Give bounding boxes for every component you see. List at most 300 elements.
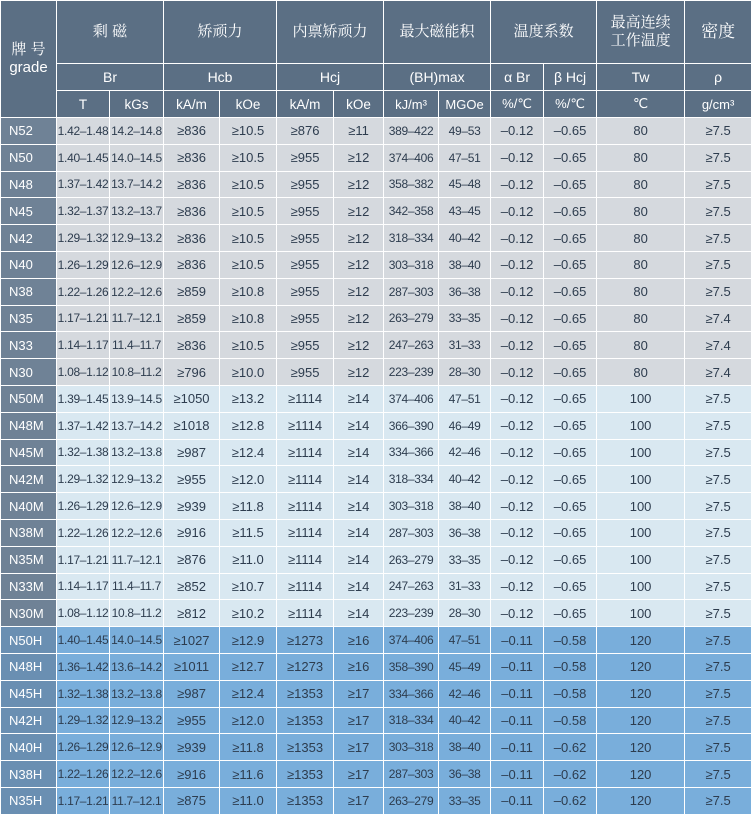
- grade-cell: N35H: [1, 787, 57, 814]
- max-temp-cell: 80: [597, 171, 685, 198]
- hcj-koe-cell: ≥12: [334, 198, 384, 225]
- hcj-kam-cell: ≥1273: [277, 627, 334, 654]
- grade-column-header: [1, 1, 57, 118]
- hcb-koe-cell: ≥12.4: [220, 439, 277, 466]
- hcb-koe-cell: ≥11.8: [220, 734, 277, 761]
- bhmax-kjm3-cell: 389–422: [384, 118, 439, 145]
- max-temp-cell: 120: [597, 787, 685, 814]
- br-kgs-cell: 10.8–11.2: [110, 600, 164, 627]
- hcb-koe-cell: ≥10.8: [220, 278, 277, 305]
- bhmax-mgoe-cell: 49–53: [439, 118, 491, 145]
- hcb-kam-cell: ≥836: [164, 198, 220, 225]
- table-row: [1, 305, 751, 332]
- max-temp-cell: 100: [597, 412, 685, 439]
- bhmax-kjm3-cell: 303–318: [384, 251, 439, 278]
- alpha-br-cell: –0.12: [491, 251, 544, 278]
- max-temp-cell: 120: [597, 680, 685, 707]
- br-tesla-cell: 1.29–1.32: [57, 707, 110, 734]
- bhmax-kjm3-cell: 223–239: [384, 600, 439, 627]
- max-working-temp-line2: 工作温度: [610, 32, 671, 49]
- bhmax-mgoe-cell: 47–51: [439, 627, 491, 654]
- br-tesla-cell: 1.26–1.29: [57, 493, 110, 520]
- hcj-kam-cell: ≥1114: [277, 573, 334, 600]
- max-temp-cell: 80: [597, 198, 685, 225]
- density-group-header: 密度: [685, 1, 751, 64]
- br-kgs-cell: 12.9–13.2: [110, 466, 164, 493]
- bhmax-mgoe-cell: 43–45: [439, 198, 491, 225]
- hcj-koe-cell: ≥12: [334, 225, 384, 252]
- hcj-kam-cell: ≥1353: [277, 761, 334, 788]
- hcj-kam-cell: ≥955: [277, 332, 334, 359]
- alpha-br-cell: –0.12: [491, 546, 544, 573]
- table-row: [1, 144, 751, 171]
- bhmax-kjm3-cell: 223–239: [384, 359, 439, 386]
- unit-header: %/℃: [491, 91, 544, 118]
- grade-cell: N45H: [1, 680, 57, 707]
- br-kgs-cell: 11.7–12.1: [110, 305, 164, 332]
- table-row: [1, 198, 751, 225]
- unit-header: kA/m: [164, 91, 220, 118]
- density-symbol-header: ρ: [685, 64, 751, 91]
- br-kgs-cell: 11.4–11.7: [110, 332, 164, 359]
- density-cell: ≥7.5: [685, 546, 751, 573]
- hcb-koe-cell: ≥12.8: [220, 412, 277, 439]
- br-kgs-cell: 12.2–12.6: [110, 278, 164, 305]
- table-row: [1, 466, 751, 493]
- br-kgs-cell: 14.2–14.8: [110, 118, 164, 145]
- br-kgs-cell: 12.9–13.2: [110, 707, 164, 734]
- br-kgs-cell: 13.9–14.5: [110, 385, 164, 412]
- bhmax-mgoe-cell: 40–42: [439, 466, 491, 493]
- bhmax-mgoe-cell: 40–42: [439, 225, 491, 252]
- br-tesla-cell: 1.17–1.21: [57, 546, 110, 573]
- br-kgs-cell: 12.2–12.6: [110, 761, 164, 788]
- table-row: [1, 278, 751, 305]
- beta-hcj-cell: –0.58: [544, 707, 597, 734]
- density-cell: ≥7.5: [685, 734, 751, 761]
- bhmax-kjm3-cell: 334–366: [384, 439, 439, 466]
- hcb-kam-cell: ≥916: [164, 761, 220, 788]
- max-working-temp-header: [597, 1, 685, 64]
- hcj-symbol-header: Hcj: [277, 64, 384, 91]
- br-kgs-cell: 10.8–11.2: [110, 359, 164, 386]
- hcb-kam-cell: ≥836: [164, 225, 220, 252]
- max-temp-cell: 100: [597, 439, 685, 466]
- hcb-kam-cell: ≥987: [164, 680, 220, 707]
- br-tesla-cell: 1.22–1.26: [57, 278, 110, 305]
- bhmax-mgoe-cell: 42–46: [439, 439, 491, 466]
- alpha-br-cell: –0.12: [491, 278, 544, 305]
- table-row: [1, 225, 751, 252]
- density-cell: ≥7.4: [685, 305, 751, 332]
- bhmax-mgoe-cell: 31–33: [439, 573, 491, 600]
- max-temp-cell: 100: [597, 600, 685, 627]
- max-temp-cell: 80: [597, 278, 685, 305]
- table-row: [1, 680, 751, 707]
- grade-cell: N30M: [1, 600, 57, 627]
- hcj-koe-cell: ≥12: [334, 332, 384, 359]
- bhmax-mgoe-cell: 33–35: [439, 546, 491, 573]
- br-tesla-cell: 1.17–1.21: [57, 787, 110, 814]
- density-cell: ≥7.5: [685, 251, 751, 278]
- hcb-koe-cell: ≥12.0: [220, 707, 277, 734]
- alpha-br-cell: –0.11: [491, 761, 544, 788]
- beta-hcj-cell: –0.65: [544, 519, 597, 546]
- grade-cell: N30: [1, 359, 57, 386]
- beta-hcj-symbol-header: β Hcj: [544, 64, 597, 91]
- hcb-kam-cell: ≥1050: [164, 385, 220, 412]
- grade-cell: N42: [1, 225, 57, 252]
- density-cell: ≥7.5: [685, 573, 751, 600]
- br-tesla-cell: 1.32–1.38: [57, 680, 110, 707]
- intrinsic-coercivity-group-header: 内禀矫顽力: [277, 1, 384, 64]
- table-row: [1, 573, 751, 600]
- hcj-kam-cell: ≥1114: [277, 493, 334, 520]
- bhmax-kjm3-cell: 247–263: [384, 573, 439, 600]
- bhmax-kjm3-cell: 247–263: [384, 332, 439, 359]
- hcj-kam-cell: ≥955: [277, 144, 334, 171]
- hcj-kam-cell: ≥955: [277, 171, 334, 198]
- beta-hcj-cell: –0.62: [544, 734, 597, 761]
- hcj-kam-cell: ≥1114: [277, 546, 334, 573]
- br-kgs-cell: 13.7–14.2: [110, 412, 164, 439]
- hcb-koe-cell: ≥10.5: [220, 198, 277, 225]
- alpha-br-cell: –0.11: [491, 734, 544, 761]
- grade-cell: N38H: [1, 761, 57, 788]
- density-cell: ≥7.5: [685, 680, 751, 707]
- hcj-kam-cell: ≥1353: [277, 787, 334, 814]
- hcb-koe-cell: ≥12.7: [220, 653, 277, 680]
- beta-hcj-cell: –0.62: [544, 761, 597, 788]
- unit-header: ℃: [597, 91, 685, 118]
- alpha-br-cell: –0.12: [491, 305, 544, 332]
- br-kgs-cell: 13.2–13.8: [110, 439, 164, 466]
- max-temp-cell: 80: [597, 305, 685, 332]
- hcb-koe-cell: ≥13.2: [220, 385, 277, 412]
- br-kgs-cell: 13.6–14.2: [110, 653, 164, 680]
- hcb-kam-cell: ≥859: [164, 305, 220, 332]
- alpha-br-cell: –0.12: [491, 144, 544, 171]
- hcj-koe-cell: ≥17: [334, 734, 384, 761]
- hcb-koe-cell: ≥12.0: [220, 466, 277, 493]
- bhmax-mgoe-cell: 46–49: [439, 412, 491, 439]
- br-kgs-cell: 13.2–13.8: [110, 680, 164, 707]
- grade-cell: N48H: [1, 653, 57, 680]
- br-tesla-cell: 1.08–1.12: [57, 600, 110, 627]
- grade-cell: N50M: [1, 385, 57, 412]
- beta-hcj-cell: –0.65: [544, 332, 597, 359]
- beta-hcj-cell: –0.58: [544, 627, 597, 654]
- hcj-koe-cell: ≥16: [334, 627, 384, 654]
- br-tesla-cell: 1.42–1.48: [57, 118, 110, 145]
- br-tesla-cell: 1.37–1.42: [57, 171, 110, 198]
- bhmax-kjm3-cell: 287–303: [384, 278, 439, 305]
- table-row: [1, 493, 751, 520]
- alpha-br-cell: –0.11: [491, 707, 544, 734]
- hcb-koe-cell: ≥10.5: [220, 144, 277, 171]
- hcb-koe-cell: ≥10.5: [220, 171, 277, 198]
- unit-header: kOe: [334, 91, 384, 118]
- bhmax-mgoe-cell: 28–30: [439, 359, 491, 386]
- br-tesla-cell: 1.14–1.17: [57, 332, 110, 359]
- hcj-kam-cell: ≥1114: [277, 466, 334, 493]
- hcb-koe-cell: ≥10.0: [220, 359, 277, 386]
- beta-hcj-cell: –0.62: [544, 787, 597, 814]
- unit-header: kOe: [220, 91, 277, 118]
- beta-hcj-cell: –0.65: [544, 251, 597, 278]
- hcj-kam-cell: ≥1353: [277, 680, 334, 707]
- grade-cell: N35: [1, 305, 57, 332]
- hcb-koe-cell: ≥10.5: [220, 118, 277, 145]
- bhmax-kjm3-cell: 303–318: [384, 734, 439, 761]
- hcj-kam-cell: ≥1114: [277, 519, 334, 546]
- bhmax-mgoe-cell: 33–35: [439, 787, 491, 814]
- hcj-koe-cell: ≥12: [334, 171, 384, 198]
- beta-hcj-cell: –0.65: [544, 171, 597, 198]
- alpha-br-cell: –0.12: [491, 493, 544, 520]
- coercivity-group-header: 矫顽力: [164, 1, 277, 64]
- hcj-koe-cell: ≥14: [334, 573, 384, 600]
- hcj-koe-cell: ≥14: [334, 519, 384, 546]
- hcb-kam-cell: ≥852: [164, 573, 220, 600]
- grade-cell: N50H: [1, 627, 57, 654]
- bhmax-kjm3-cell: 358–382: [384, 171, 439, 198]
- hcj-kam-cell: ≥955: [277, 305, 334, 332]
- hcj-koe-cell: ≥14: [334, 412, 384, 439]
- hcb-koe-cell: ≥10.5: [220, 225, 277, 252]
- bhmax-kjm3-cell: 263–279: [384, 787, 439, 814]
- br-tesla-cell: 1.22–1.26: [57, 761, 110, 788]
- br-kgs-cell: 12.6–12.9: [110, 251, 164, 278]
- hcj-koe-cell: ≥14: [334, 439, 384, 466]
- max-temp-cell: 100: [597, 493, 685, 520]
- table-row: [1, 171, 751, 198]
- hcb-kam-cell: ≥836: [164, 171, 220, 198]
- br-kgs-cell: 11.7–12.1: [110, 546, 164, 573]
- br-symbol-header: Br: [57, 64, 164, 91]
- br-kgs-cell: 12.6–12.9: [110, 493, 164, 520]
- br-tesla-cell: 1.36–1.42: [57, 653, 110, 680]
- beta-hcj-cell: –0.58: [544, 653, 597, 680]
- alpha-br-cell: –0.11: [491, 787, 544, 814]
- br-tesla-cell: 1.40–1.45: [57, 627, 110, 654]
- max-temp-cell: 80: [597, 225, 685, 252]
- grade-header-chinese: 牌 号: [11, 41, 46, 58]
- max-working-temp-line1: 最高连续: [610, 14, 671, 31]
- br-tesla-cell: 1.14–1.17: [57, 573, 110, 600]
- alpha-br-cell: –0.12: [491, 118, 544, 145]
- bhmax-mgoe-cell: 42–46: [439, 680, 491, 707]
- table-row: [1, 385, 751, 412]
- hcj-kam-cell: ≥1273: [277, 653, 334, 680]
- alpha-br-cell: –0.12: [491, 600, 544, 627]
- bhmax-mgoe-cell: 45–48: [439, 171, 491, 198]
- beta-hcj-cell: –0.65: [544, 278, 597, 305]
- alpha-br-cell: –0.12: [491, 225, 544, 252]
- table-row: [1, 546, 751, 573]
- density-cell: ≥7.5: [685, 519, 751, 546]
- hcj-kam-cell: ≥955: [277, 278, 334, 305]
- density-cell: ≥7.5: [685, 439, 751, 466]
- unit-header: kJ/m³: [384, 91, 439, 118]
- br-tesla-cell: 1.22–1.26: [57, 519, 110, 546]
- density-cell: ≥7.5: [685, 707, 751, 734]
- br-kgs-cell: 13.7–14.2: [110, 171, 164, 198]
- alpha-br-cell: –0.11: [491, 653, 544, 680]
- bhmax-kjm3-cell: 374–406: [384, 144, 439, 171]
- beta-hcj-cell: –0.65: [544, 305, 597, 332]
- hcb-koe-cell: ≥11.6: [220, 761, 277, 788]
- grade-cell: N42H: [1, 707, 57, 734]
- hcj-koe-cell: ≥12: [334, 359, 384, 386]
- br-kgs-cell: 14.0–14.5: [110, 627, 164, 654]
- hcj-koe-cell: ≥14: [334, 385, 384, 412]
- density-cell: ≥7.5: [685, 653, 751, 680]
- alpha-br-cell: –0.12: [491, 332, 544, 359]
- max-energy-product-group-header: 最大磁能积: [384, 1, 491, 64]
- hcj-koe-cell: ≥14: [334, 493, 384, 520]
- unit-header: kA/m: [277, 91, 334, 118]
- hcb-kam-cell: ≥1011: [164, 653, 220, 680]
- alpha-br-cell: –0.12: [491, 412, 544, 439]
- bhmax-kjm3-cell: 263–279: [384, 546, 439, 573]
- grade-cell: N38: [1, 278, 57, 305]
- header-row-symbols: [1, 64, 751, 91]
- max-temp-cell: 120: [597, 707, 685, 734]
- hcj-kam-cell: ≥1114: [277, 600, 334, 627]
- density-cell: ≥7.5: [685, 225, 751, 252]
- bhmax-mgoe-cell: 38–40: [439, 493, 491, 520]
- grade-header-english: grade: [9, 59, 48, 76]
- table-row: [1, 251, 751, 278]
- hcb-symbol-header: Hcb: [164, 64, 277, 91]
- max-temp-cell: 120: [597, 734, 685, 761]
- bhmax-symbol-header: (BH)max: [384, 64, 491, 91]
- hcb-koe-cell: ≥11.8: [220, 493, 277, 520]
- beta-hcj-cell: –0.65: [544, 118, 597, 145]
- alpha-br-cell: –0.12: [491, 359, 544, 386]
- hcj-kam-cell: ≥1114: [277, 412, 334, 439]
- max-temp-cell: 100: [597, 546, 685, 573]
- header-row-units: [1, 91, 751, 118]
- br-kgs-cell: 14.0–14.5: [110, 144, 164, 171]
- hcj-koe-cell: ≥14: [334, 546, 384, 573]
- alpha-br-cell: –0.12: [491, 198, 544, 225]
- hcj-koe-cell: ≥17: [334, 787, 384, 814]
- bhmax-mgoe-cell: 38–40: [439, 734, 491, 761]
- grade-cell: N50: [1, 144, 57, 171]
- beta-hcj-cell: –0.65: [544, 493, 597, 520]
- hcj-koe-cell: ≥12: [334, 144, 384, 171]
- table-row: [1, 412, 751, 439]
- bhmax-mgoe-cell: 45–49: [439, 653, 491, 680]
- br-tesla-cell: 1.29–1.32: [57, 466, 110, 493]
- density-cell: ≥7.5: [685, 278, 751, 305]
- temperature-coefficient-group-header: 温度系数: [491, 1, 597, 64]
- hcb-kam-cell: ≥859: [164, 278, 220, 305]
- bhmax-kjm3-cell: 366–390: [384, 412, 439, 439]
- hcj-koe-cell: ≥11: [334, 118, 384, 145]
- hcb-koe-cell: ≥10.8: [220, 305, 277, 332]
- br-kgs-cell: 13.2–13.7: [110, 198, 164, 225]
- br-kgs-cell: 11.7–12.1: [110, 787, 164, 814]
- table-row: [1, 332, 751, 359]
- grade-cell: N48: [1, 171, 57, 198]
- alpha-br-cell: –0.12: [491, 171, 544, 198]
- table-row: [1, 519, 751, 546]
- hcj-kam-cell: ≥1353: [277, 707, 334, 734]
- remanence-group-header: 剩 磁: [57, 1, 164, 64]
- bhmax-kjm3-cell: 287–303: [384, 761, 439, 788]
- grade-cell: N35M: [1, 546, 57, 573]
- br-tesla-cell: 1.37–1.42: [57, 412, 110, 439]
- density-cell: ≥7.5: [685, 787, 751, 814]
- hcb-koe-cell: ≥11.0: [220, 787, 277, 814]
- bhmax-kjm3-cell: 303–318: [384, 493, 439, 520]
- max-temp-cell: 120: [597, 627, 685, 654]
- hcb-koe-cell: ≥10.2: [220, 600, 277, 627]
- max-temp-cell: 100: [597, 573, 685, 600]
- hcb-kam-cell: ≥836: [164, 251, 220, 278]
- bhmax-mgoe-cell: 36–38: [439, 278, 491, 305]
- hcj-koe-cell: ≥14: [334, 466, 384, 493]
- density-cell: ≥7.5: [685, 493, 751, 520]
- br-tesla-cell: 1.40–1.45: [57, 144, 110, 171]
- unit-header: %/℃: [544, 91, 597, 118]
- table-row: [1, 707, 751, 734]
- hcj-kam-cell: ≥876: [277, 118, 334, 145]
- density-cell: ≥7.5: [685, 171, 751, 198]
- density-cell: ≥7.5: [685, 627, 751, 654]
- bhmax-mgoe-cell: 38–40: [439, 251, 491, 278]
- br-kgs-cell: 12.2–12.6: [110, 519, 164, 546]
- hcb-kam-cell: ≥812: [164, 600, 220, 627]
- br-tesla-cell: 1.08–1.12: [57, 359, 110, 386]
- hcj-kam-cell: ≥1114: [277, 439, 334, 466]
- br-kgs-cell: 11.4–11.7: [110, 573, 164, 600]
- bhmax-kjm3-cell: 374–406: [384, 627, 439, 654]
- hcb-kam-cell: ≥836: [164, 118, 220, 145]
- beta-hcj-cell: –0.65: [544, 546, 597, 573]
- hcb-koe-cell: ≥12.9: [220, 627, 277, 654]
- hcj-kam-cell: ≥955: [277, 225, 334, 252]
- hcb-koe-cell: ≥11.5: [220, 519, 277, 546]
- hcb-kam-cell: ≥836: [164, 144, 220, 171]
- br-tesla-cell: 1.39–1.45: [57, 385, 110, 412]
- bhmax-mgoe-cell: 47–51: [439, 144, 491, 171]
- hcb-kam-cell: ≥1027: [164, 627, 220, 654]
- br-kgs-cell: 12.9–13.2: [110, 225, 164, 252]
- hcj-koe-cell: ≥12: [334, 251, 384, 278]
- density-cell: ≥7.5: [685, 600, 751, 627]
- hcb-koe-cell: ≥11.0: [220, 546, 277, 573]
- hcj-koe-cell: ≥12: [334, 278, 384, 305]
- hcb-kam-cell: ≥955: [164, 707, 220, 734]
- hcj-koe-cell: ≥17: [334, 761, 384, 788]
- beta-hcj-cell: –0.65: [544, 600, 597, 627]
- bhmax-kjm3-cell: 287–303: [384, 519, 439, 546]
- bhmax-kjm3-cell: 342–358: [384, 198, 439, 225]
- grade-cell: N42M: [1, 466, 57, 493]
- hcj-koe-cell: ≥17: [334, 707, 384, 734]
- grade-cell: N33M: [1, 573, 57, 600]
- max-temp-cell: 80: [597, 332, 685, 359]
- beta-hcj-cell: –0.58: [544, 680, 597, 707]
- br-tesla-cell: 1.26–1.29: [57, 251, 110, 278]
- br-tesla-cell: 1.32–1.37: [57, 198, 110, 225]
- table-row: [1, 600, 751, 627]
- grade-cell: N38M: [1, 519, 57, 546]
